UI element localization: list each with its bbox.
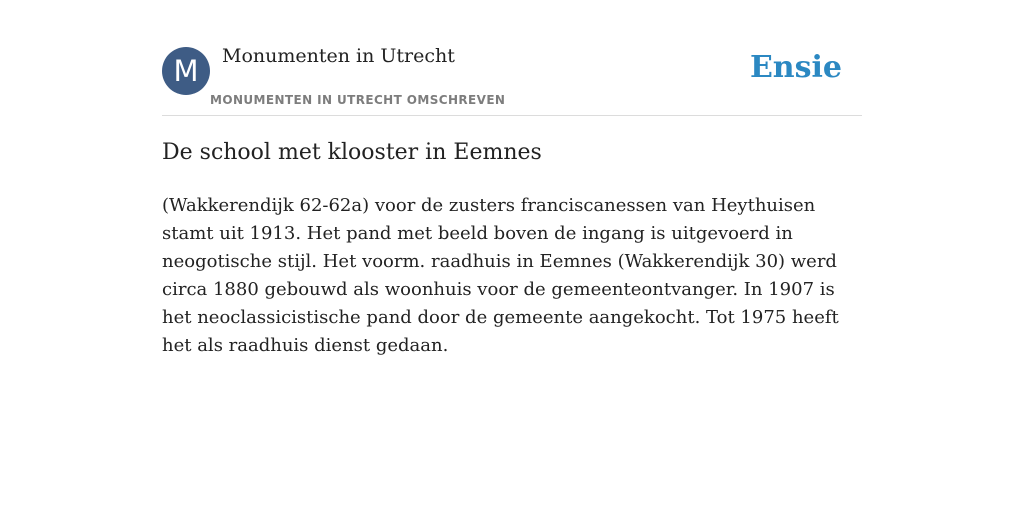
brand-logo-link[interactable]: Ensie — [749, 50, 842, 85]
site-subtitle: MONUMENTEN IN UTRECHT OMSCHREVEN — [210, 93, 506, 107]
site-header — [162, 0, 862, 116]
article-title: De school met klooster in Eemnes — [162, 140, 542, 165]
content-container — [162, 0, 862, 356]
site-title-link[interactable]: Monumenten in Utrecht — [222, 45, 455, 67]
article-body: (Wakkerendijk 62-62a) voor de zusters franciscanessen van Heythuisen stamt uit 1913. Het pand met beeld boven de ingang is uitgevoerd in neogotische stijl. Het voorm. raadhuis in Eemnes (Wakkerendijk 30) werd circa 1880 gebouwd als woonhuis voor de gemeenteontvanger. In 1907 is het neoclassicistische pand door de gemeente aangekocht. Tot 1975 heeft het als raadhuis dienst gedaan. — [162, 195, 839, 356]
avatar[interactable]: M — [162, 47, 210, 95]
